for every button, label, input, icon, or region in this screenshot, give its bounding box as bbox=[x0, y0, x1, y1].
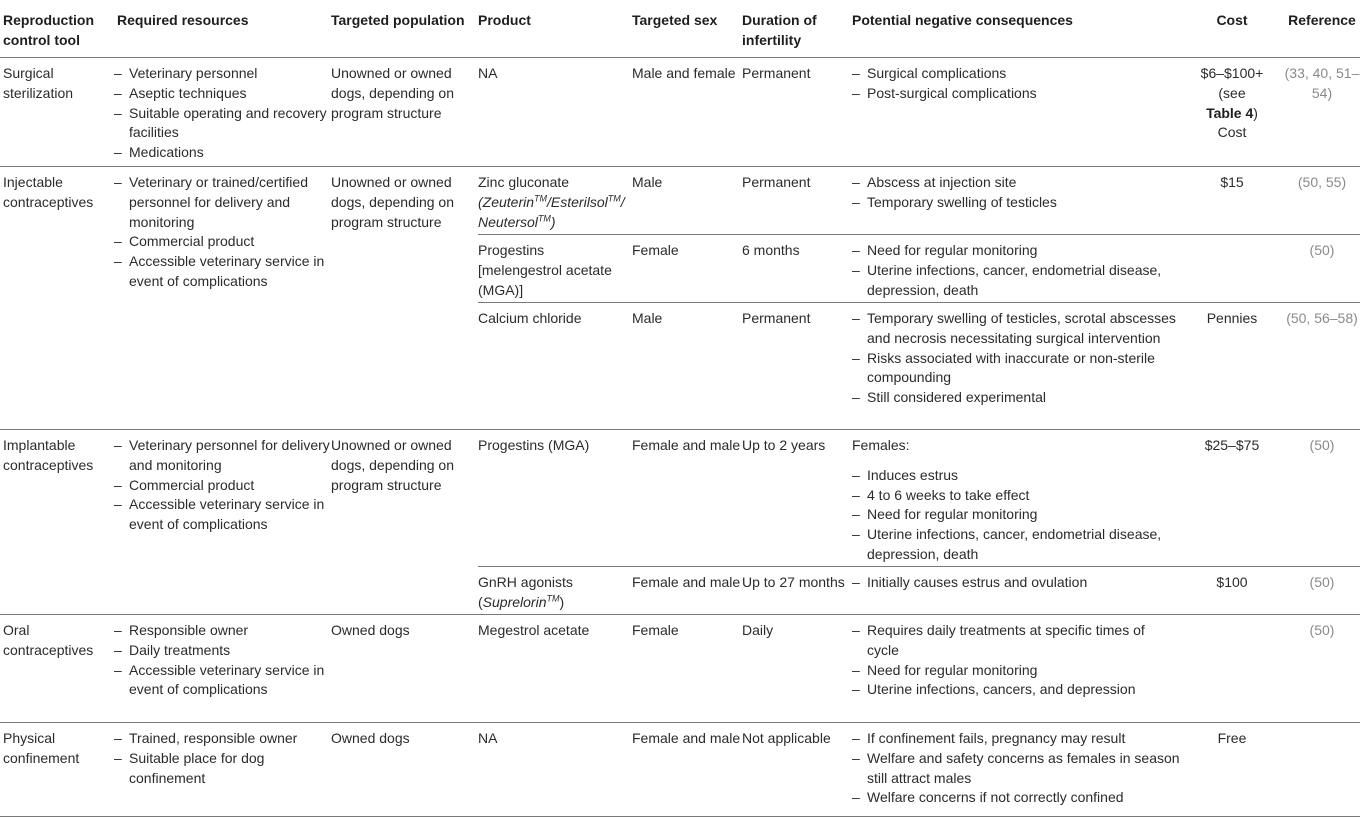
duration-cell: Permanent bbox=[742, 167, 852, 235]
resource-item: – Suitable operating and recovery facilities bbox=[114, 104, 331, 144]
tool-cell: Oral contraceptives bbox=[0, 615, 114, 723]
resource-item: – Accessible veterinary service in event of complications bbox=[114, 661, 331, 701]
consequence-item: – Welfare concerns if not correctly confined bbox=[852, 788, 1180, 808]
table-4-link[interactable]: Table 4 bbox=[1206, 104, 1254, 121]
cost-cell bbox=[1180, 235, 1284, 303]
cost-cell: Free bbox=[1180, 723, 1284, 817]
brand-suprelorin: Suprelorin bbox=[482, 593, 547, 610]
brand-neutersol: Neutersol bbox=[478, 213, 538, 230]
consequences-cell bbox=[852, 235, 1180, 303]
consequence-item: – Requires daily treatments at specific times of cycle bbox=[852, 621, 1180, 661]
sex-cell: Male bbox=[632, 303, 742, 430]
sex-cell: Male and female bbox=[632, 65, 736, 81]
header-population: Targeted population bbox=[331, 0, 478, 58]
consequences-label: Females: bbox=[852, 437, 910, 453]
sex-cell: Female bbox=[632, 235, 742, 303]
cost-cell: Pennies bbox=[1180, 303, 1284, 430]
reference-cell[interactable]: (50) bbox=[1284, 430, 1360, 567]
resource-item: – Medications bbox=[114, 143, 331, 163]
cost-cell bbox=[1180, 58, 1284, 167]
reference-cell[interactable]: (33, 40, 51–54) bbox=[1284, 65, 1360, 101]
header-reference: Reference bbox=[1284, 0, 1360, 58]
product-cell: GnRH agonists (Suprelorin™) bbox=[478, 567, 632, 615]
trademark-mark: TM bbox=[546, 593, 560, 604]
cost-word: Cost bbox=[1217, 124, 1247, 141]
product-cell: NA bbox=[478, 723, 632, 817]
product-cell: NA bbox=[478, 65, 498, 81]
row-implantable-mga bbox=[0, 430, 1360, 567]
resources-cell bbox=[114, 723, 331, 817]
cost-close: ) bbox=[1253, 104, 1258, 121]
consequence-item: – Abscess at injection site bbox=[852, 173, 1180, 193]
reference-cell[interactable]: (50) bbox=[1284, 615, 1360, 723]
resources-cell bbox=[114, 430, 331, 615]
cost-cell: $25–$75 bbox=[1180, 430, 1284, 567]
duration-cell: 6 months bbox=[742, 235, 852, 303]
consequence-item: – Welfare and safety concerns as females in season still attract males bbox=[852, 749, 1180, 789]
cost-range: $6–$100+ bbox=[1200, 65, 1264, 81]
row-surgical bbox=[0, 58, 1360, 167]
reference-cell[interactable] bbox=[1284, 723, 1360, 817]
brand-zeuterin: Zeuterin bbox=[482, 193, 535, 210]
resource-item: – Veterinary personnel bbox=[114, 64, 331, 84]
header-tool: Reproduction control tool bbox=[0, 0, 114, 58]
product-name: Zinc gluconate bbox=[478, 174, 570, 190]
row-injectable-zinc bbox=[0, 167, 1360, 235]
duration-cell: Up to 2 years bbox=[742, 430, 852, 567]
population-cell: Unowned or owned dogs, depending on program structure bbox=[331, 65, 454, 121]
row-oral bbox=[0, 615, 1360, 723]
consequences-cell bbox=[852, 615, 1180, 723]
resource-item: – Aseptic techniques bbox=[114, 84, 331, 104]
consequence-item: – Uterine infections, cancer, endometrial disease, depression, death bbox=[852, 525, 1180, 565]
row-physical bbox=[0, 723, 1360, 817]
population-cell: Unowned or owned dogs, depending on program structure bbox=[331, 430, 478, 615]
product-cell: Megestrol acetate bbox=[478, 615, 632, 723]
resource-item: – Accessible veterinary service in event of complications bbox=[114, 495, 331, 535]
consequence-item: – Need for regular monitoring bbox=[852, 661, 1180, 681]
resource-item: – Trained, responsible owner bbox=[114, 729, 331, 749]
duration-cell: Not applicable bbox=[742, 723, 852, 817]
consequence-item: – 4 to 6 weeks to take effect bbox=[852, 486, 1180, 506]
duration-cell: Permanent bbox=[742, 65, 811, 81]
tool-cell: Injectable contraceptives bbox=[0, 167, 114, 430]
sex-cell: Female and male bbox=[632, 723, 742, 817]
consequence-item: – Uterine infections, cancers, and depression bbox=[852, 680, 1180, 700]
resources-cell bbox=[114, 167, 331, 430]
product-cell: Zinc gluconate (Zeuterin™/Esterilsol™/ Neutersol™) bbox=[478, 167, 632, 235]
consequences-cell bbox=[852, 167, 1180, 235]
cost-cell: $100 bbox=[1180, 567, 1284, 615]
trademark-mark: TM bbox=[537, 212, 551, 223]
consequence-item: – Uterine infections, cancer, endometrial disease, depression, death bbox=[852, 261, 1180, 301]
header-sex: Targeted sex bbox=[632, 0, 742, 58]
tool-cell: Implantable contraceptives bbox=[0, 430, 114, 615]
reference-cell[interactable]: (50, 56–58) bbox=[1284, 303, 1360, 430]
resource-item: – Responsible owner bbox=[114, 621, 331, 641]
consequences-cell bbox=[852, 303, 1180, 430]
resources-cell bbox=[114, 58, 331, 167]
resource-item: – Commercial product bbox=[114, 476, 331, 496]
consequences-cell bbox=[852, 58, 1180, 167]
sex-cell: Female and male bbox=[632, 567, 742, 615]
consequence-item: – If confinement fails, pregnancy may result bbox=[852, 729, 1180, 749]
cost-see: (see bbox=[1218, 84, 1246, 101]
population-cell: Owned dogs bbox=[331, 615, 478, 723]
resource-item: – Veterinary or trained/certified personnel for delivery and monitoring bbox=[114, 173, 331, 232]
consequence-item: – Induces estrus bbox=[852, 466, 1180, 486]
product-name: GnRH agonists bbox=[478, 574, 573, 590]
resource-item: – Veterinary personnel for delivery and monitoring bbox=[114, 436, 331, 476]
header-product: Product bbox=[478, 0, 632, 58]
tool-cell: Surgical sterilization bbox=[3, 65, 74, 101]
consequence-item: – Temporary swelling of testicles bbox=[852, 193, 1180, 213]
sex-cell: Male bbox=[632, 167, 742, 235]
consequences-cell bbox=[852, 723, 1180, 817]
brand-esterilsol: Esterilsol bbox=[550, 193, 608, 210]
header-row bbox=[0, 0, 1360, 58]
tool-cell: Physical confinement bbox=[0, 723, 114, 817]
header-consequences: Potential negative consequences bbox=[852, 0, 1180, 58]
reference-cell[interactable]: (50, 55) bbox=[1284, 167, 1360, 235]
trademark-mark: TM bbox=[607, 193, 621, 204]
resource-item: – Accessible veterinary service in event of complications bbox=[114, 252, 331, 292]
consequence-item: – Need for regular monitoring bbox=[852, 505, 1180, 525]
header-cost: Cost bbox=[1180, 0, 1284, 58]
product-cell: Progestins [melengestrol acetate (MGA)] bbox=[478, 235, 632, 303]
consequence-item: – Surgical complications bbox=[852, 64, 1180, 84]
consequence-item: – Initially causes estrus and ovulation bbox=[852, 573, 1180, 593]
resource-item: – Commercial product bbox=[114, 232, 331, 252]
header-resources: Required resources bbox=[114, 0, 331, 58]
resource-item: – Daily treatments bbox=[114, 641, 331, 661]
sex-cell: Female and male bbox=[632, 430, 742, 567]
product-cell: Calcium chloride bbox=[478, 303, 632, 430]
product-cell: Progestins (MGA) bbox=[478, 430, 632, 567]
consequence-item: – Need for regular monitoring bbox=[852, 241, 1180, 261]
duration-cell: Permanent bbox=[742, 303, 852, 430]
resource-item: – Suitable place for dog confinement bbox=[114, 749, 331, 789]
population-cell: Unowned or owned dogs, depending on program structure bbox=[331, 167, 478, 430]
consequences-cell bbox=[852, 430, 1180, 567]
consequence-item: – Post-surgical complications bbox=[852, 84, 1180, 104]
sex-cell: Female bbox=[632, 615, 742, 723]
duration-cell: Up to 27 months bbox=[742, 567, 852, 615]
header-duration: Duration of infertility bbox=[742, 0, 852, 58]
reference-cell[interactable]: (50) bbox=[1284, 567, 1360, 615]
consequence-item: – Still considered experimental bbox=[852, 388, 1180, 408]
consequences-cell bbox=[852, 567, 1180, 615]
cost-cell: $15 bbox=[1180, 167, 1284, 235]
resources-cell bbox=[114, 615, 331, 723]
trademark-mark: TM bbox=[534, 193, 548, 204]
reference-cell[interactable]: (50) bbox=[1284, 235, 1360, 303]
cost-cell bbox=[1180, 615, 1284, 723]
consequence-item: – Risks associated with inaccurate or non-sterile compounding bbox=[852, 349, 1180, 389]
duration-cell: Daily bbox=[742, 615, 852, 723]
population-cell: Owned dogs bbox=[331, 723, 478, 817]
consequence-item: – Temporary swelling of testicles, scrotal abscesses and necrosis necessitating surgical intervention bbox=[852, 309, 1180, 349]
